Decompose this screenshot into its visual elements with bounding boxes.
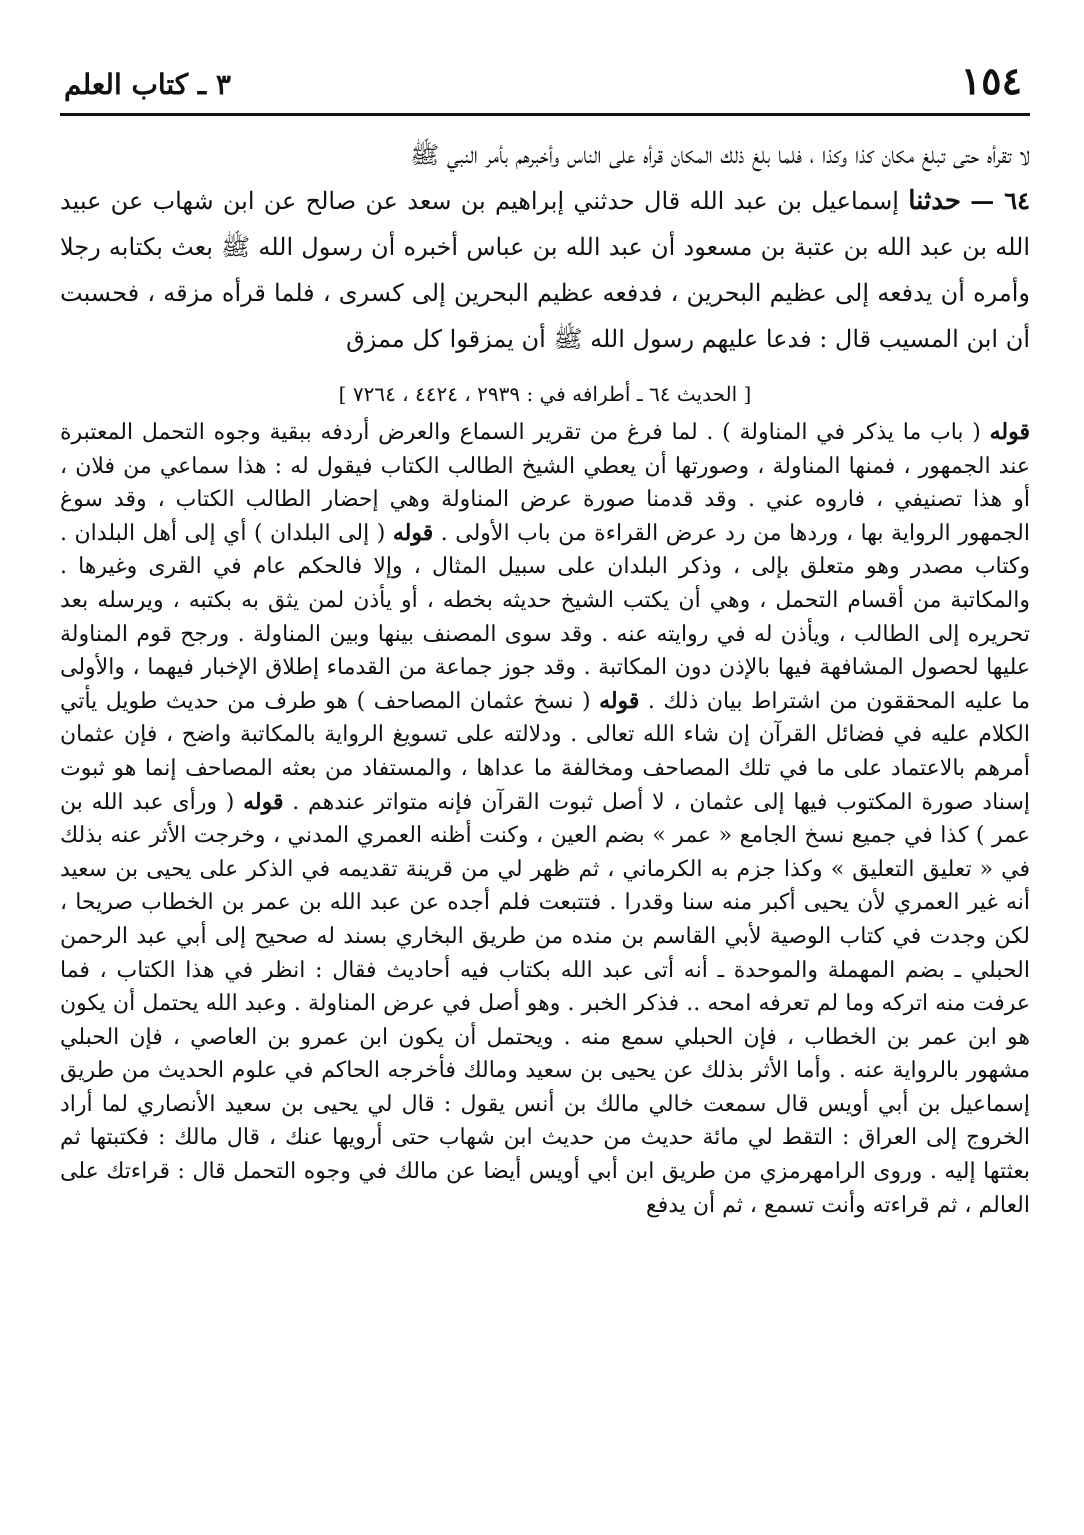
hadith-section	[60, 132, 1030, 362]
commentary-text: ( باب ما يذكر في المناولة ) . لما فرغ من تقرير السماع والعرض أردفه ببقية وجوه التحمل المعتبرة عند الجمهور ، فمنها المناولة ، وصورتها أن يعطي الشيخ الطالب الكتاب فيقول له : هذا سماعي من فلان ، أو هذا تصنيفي ، فاروه عني . وقد قدمنا صورة عرض المناولة وهي إحضار الطالب الكتاب ، وقد سوغ الجمهور الرواية بها ، وردها من رد عرض القراءة من باب الأولى .	[60, 420, 1031, 546]
hadith-number: ٦٤ —	[970, 186, 1030, 215]
qawluhu-keyword: قوله	[392, 519, 434, 546]
qawluhu-keyword: قوله	[989, 419, 1030, 445]
commentary-text: ( نسخ عثمان المصاحف ) هو طرف من حديث طويل يأتي الكلام عليه في فضائل القرآن إن شاء الله تعالى . ودلالته على تسويغ الرواية بالمكاتبة واضح ، فإن عثمان أمرهم بالاعتماد على ما في تلك المصاحف ومخالفة ما عداها ، والمستفاد من بعثه المصاحف إنما هو ثبوت إسناد صورة المكتوب فيها إلى عثمان ، لا أصل ثبوت القرآن فإنه متواتر عندهم .	[60, 688, 1031, 815]
haddathana-word: حدثنا	[908, 186, 961, 216]
hadith-reference: [ الحديث ٦٤ ـ أطرافه في : ٢٩٣٩ ، ٤٤٢٤ ، ٧٢٦٤ ]	[338, 382, 752, 406]
running-title: ٣ ـ كتاب العلم	[64, 68, 231, 101]
page-header	[60, 55, 1030, 116]
page-number: ١٥٤	[960, 58, 1022, 103]
commentary-paragraph	[60, 416, 1030, 1222]
qawluhu-keyword: قوله	[599, 687, 640, 714]
commentary-text: ( إلى البلدان ) أي إلى أهل البلدان . وكتاب مصدر وهو متعلق بإلى ، وذكر البلدان على سبيل المثال ، وإلا فالحكم عام في القرى وغيرها . والمكاتبة من أقسام التحمل ، وهي أن يكتب الشيخ حديثه بخطه ، أو يأذن لمن يثق به بكتبه ، ويرسله بعد تحريره إلى الطالب ، ويأذن له في روايته عنه . وقد سوى المصنف بينها وبين المناولة . ورجح قوم المناولة عليها لحصول المشافهة فيها بالإذن دون المكاتبة . وقد جوز جماعة من القدماء إطلاق الإخبار فيهما ، والأولى ما عليه المحققون من اشتراط بيان ذلك .	[60, 520, 1031, 714]
qawluhu-keyword: قوله	[243, 788, 284, 815]
hadith-intro-line: لا تقرأه حتى تبلغ مكان كذا وكذا ، فلما بلغ ذلك المكان قرأه على الناس وأخبرهم بأمر النبي ﷺ	[410, 141, 1030, 169]
commentary-section	[60, 416, 1030, 1222]
book-page	[60, 55, 1030, 1495]
hadith-text: إسماعيل بن عبد الله قال حدثني إبراهيم بن سعد عن صالح عن ابن شهاب عن عبيد الله بن عبد الله بن عتبة بن مسعود أن عبد الله بن عباس أخبره أن رسول الله ﷺ بعث بكتابه رجلا وأمره أن يدفعه إلى عظيم البحرين ، فدفعه عظيم البحرين إلى كسرى ، فلما قرأه مزقه ، فحسبت أن ابن المسيب قال : فدعا عليهم رسول الله ﷺ أن يمزقوا كل ممزق	[60, 187, 1030, 353]
commentary-text: ( ورأى عبد الله بن عمر ) كذا في جميع نسخ الجامع « عمر » بضم العين ، وكنت أظنه العمري المدني ، وخرجت الأثر عنه بذلك في « تعليق التعليق » وكذا جزم به الكرماني ، ثم ظهر لي من قرينة تقديمه في الذكر على يحيى بن سعيد أنه غير العمري لأن يحيى أكبر منه سنا وقدرا . فتتبعت فلم أجده عن عبد الله بن عمر بن الخطاب صريحا ، لكن وجدت في كتاب الوصية لأبي القاسم بن منده من طريق البخاري بسند له صحيح إلى أبي عبد الرحمن الحبلي ـ بضم المهملة والموحدة ـ أنه أتى عبد الله بكتاب فيه أحاديث فقال : انظر في هذا الكتاب ، فما عرفت منه اتركه وما لم تعرفه امحه .. فذكر الخبر . وهو أصل في عرض المناولة . وعبد الله يحتمل أن يكون هو ابن عمر بن الخطاب ، فإن الحبلي سمع منه . ويحتمل أن يكون ابن عمرو بن العاصي ، فإن الحبلي مشهور بالرواية عنه . وأما الأثر بذلك عن يحيى بن سعيد ومالك فأخرجه الحاكم في علوم الحديث من طريق إسماعيل بن أبي أويس قال سمعت خالي مالك بن أنس يقول : قال لي يحيى بن سعيد الأنصاري لما أراد الخروج إلى العراق : التقط لي مائة حديث من حديث ابن شهاب حتى أرويها عنك ، قال مالك : فكتبتها ثم بعثتها إليه . وروى الرامهرمزي من طريق ابن أبي أويس أيضا عن مالك في وجوه التحمل قال : قراءتك على العالم ، ثم قراءته وأنت تسمع ، ثم أن يدفع	[60, 789, 1030, 1218]
hadith-body	[60, 178, 1030, 362]
